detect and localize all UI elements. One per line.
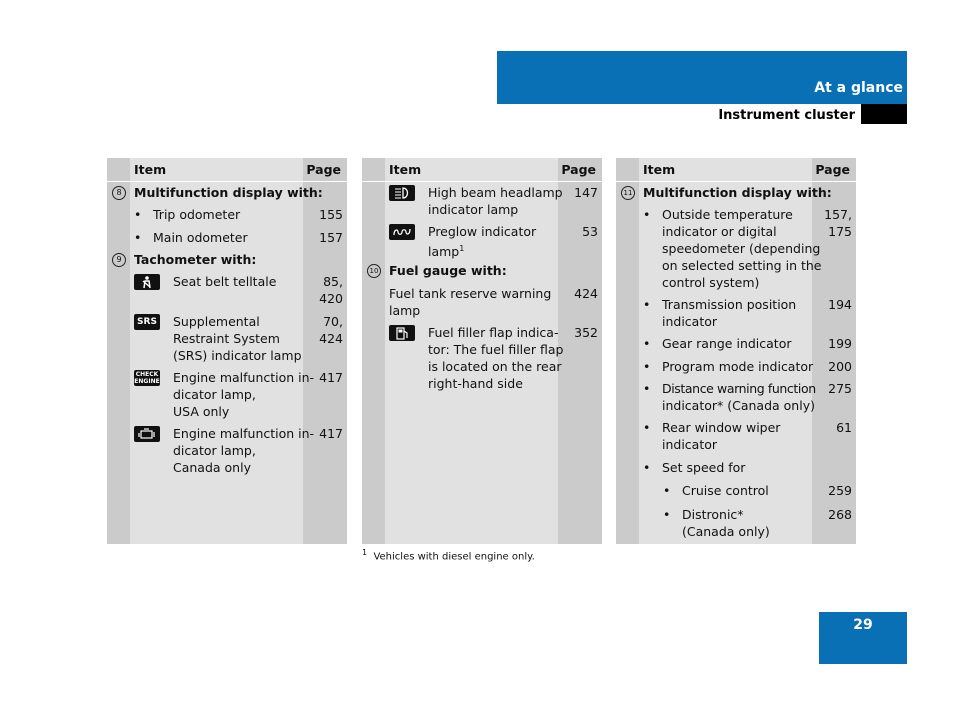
header-item: Item xyxy=(134,162,167,177)
fuel-pump-icon xyxy=(389,325,415,341)
footnote: $^1$ Vehicles with diesel engine only. xyxy=(362,548,535,563)
preglow-icon xyxy=(389,224,415,240)
footnote-ref: 1 xyxy=(459,244,465,253)
subsection-title: Instrument cluster xyxy=(718,108,855,123)
page-ref: 155 xyxy=(319,207,343,222)
header-page: Page xyxy=(815,162,850,177)
item-number: 8 xyxy=(112,186,126,200)
item-number: 10 xyxy=(367,264,381,278)
header-item: Item xyxy=(389,162,422,177)
item-number: 9 xyxy=(112,253,126,267)
table-col-3: Item Page 11 Multifunction display with: • Outside temperature indicator or digital speedometer (depending on selected setting in the control system) 157, 175 • Transmission position indicator 194 • Gear range indicator 199 • Program mode indicator 200 • Distance warning function indicator* (Canada only) 275 • Rear window wiper indicator 61 • Set speed for • Cruise control 259 • Distronic* (Canada only) 268 xyxy=(616,158,856,544)
srs-icon: SRS xyxy=(134,314,160,330)
section-title: At a glance xyxy=(814,80,903,96)
header-page: Page xyxy=(561,162,596,177)
item-number: 11 xyxy=(621,186,635,200)
high-beam-icon xyxy=(389,185,415,201)
engine-icon xyxy=(134,426,160,442)
page-ref: 157 xyxy=(319,230,343,245)
header-page: Page xyxy=(306,162,341,177)
page-number-box xyxy=(819,612,907,664)
subsection-marker xyxy=(861,104,907,124)
seat-belt-icon xyxy=(134,274,160,290)
page-number: 29 xyxy=(853,617,873,633)
check-engine-icon: CHECK ENGINE xyxy=(134,371,160,385)
table-col-1: Item Page 8 Multifunction display with: • Trip odometer 155 • Main odometer 157 9 Tachometer with: Seat belt telltale 85, 420 SRS Supplemental Restraint System (SRS) indicator lamp 70, 424 CHECK ENGINE Engine malfunction in- dicator lamp, USA only 417 Engine malfunction in- dicator lamp, Canada only 417 xyxy=(107,158,347,544)
header-item: Item xyxy=(643,162,676,177)
table-col-2: Item Page High beam headlamp indicator lamp 147 Preglow indicator lamp$^1$ 53 10 Fuel gauge with: Fuel tank reserve warning lamp 424 Fuel filler flap indica- tor: The fuel filler flap is located on the rear right-hand side 352 xyxy=(362,158,602,544)
header-bar xyxy=(497,51,907,104)
